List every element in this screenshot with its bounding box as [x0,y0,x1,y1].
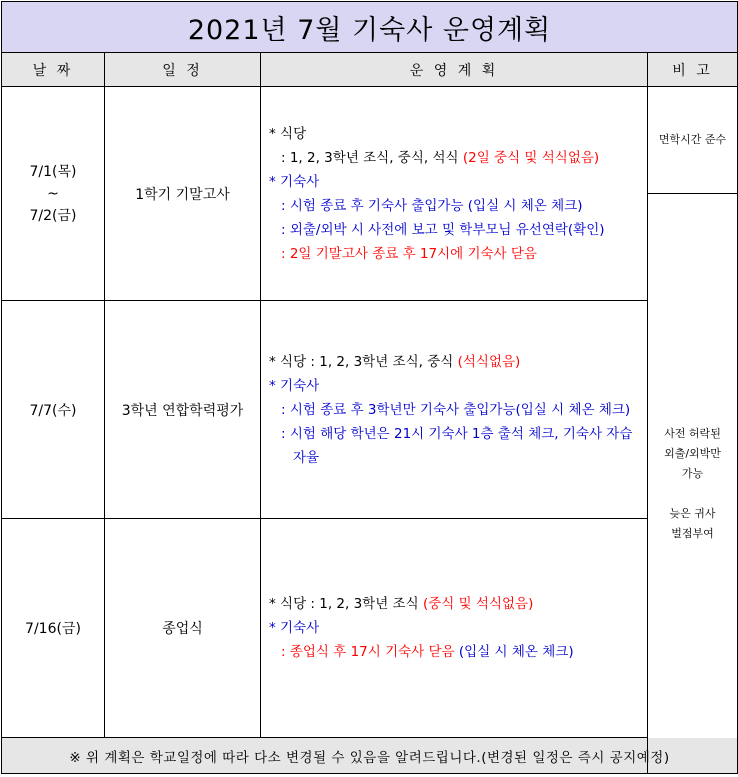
plan-text: * 기숙사 [269,377,320,394]
row1-date-end: 7/2(금) [29,207,77,224]
row2-plan [261,301,648,519]
row1-date-start: 7/1(목) [29,163,77,180]
row2-date: 7/7(수) [2,301,105,519]
plan-text: : 1, 2, 3학년 조식, 중식, 석식 [281,149,463,166]
plan-line [269,242,641,266]
row1-plan [261,87,648,301]
plan-line [269,592,641,616]
note-line: 늦은 귀사 [669,506,716,520]
plan-text: * 기숙사 [269,173,320,190]
note-study-time: 면학시간 준수 [648,87,738,194]
plan-line [269,616,641,640]
plan-line [269,146,641,170]
plan-text: (2일 중식 및 석식없음) [462,149,600,166]
plan-line [269,170,641,194]
plan-text: : 외출/외박 시 사전에 보고 및 학부모님 유선연락(확인) [281,221,605,238]
plan-line [269,194,641,218]
header-note: 비 고 [648,53,738,87]
plan-text: : 2일 기말고사 종료 후 17시에 기숙사 닫음 [281,245,537,262]
row3-event: 종업식 [105,519,261,738]
row1-event: 1학기 기말고사 [105,87,261,301]
plan-line [269,640,641,664]
plan-text: (석식없음) [457,353,521,370]
header-plan: 운 영 계 획 [261,53,648,87]
row3-plan [261,519,648,738]
dorm-plan-table [1,1,738,774]
row2-event: 3학년 연합학력평가 [105,301,261,519]
plan-text: : 종업식 후 17시 기숙사 닫음 [281,644,459,660]
row1-date-tilde: ~ [47,185,59,202]
note-line: 벌점부여 [671,526,714,540]
plan-line [269,398,641,422]
plan-text: : 시험 종료 후 기숙사 출입가능 (입실 시 체온 체크) [281,197,583,214]
plan-text: * 식당 [269,125,307,142]
note-line: 가능 [681,466,704,480]
plan-line [269,374,641,398]
plan-text: * 기숙사 [269,620,320,636]
row1-date [2,87,105,301]
plan-text: * 식당 : 1, 2, 3학년 조식, 중식 [269,353,458,370]
row3-date: 7/16(금) [2,519,105,738]
plan-line [269,122,641,146]
note-line: 외출/외박만 [664,446,721,460]
header-date: 날 짜 [2,53,105,87]
note-line [648,484,737,504]
plan-text: : 시험 해당 학년은 21시 기숙사 1층 출석 체크, 기숙사 자습 자율 [281,425,633,466]
plan-line [269,218,641,242]
plan-text: : 시험 종료 후 3학년만 기숙사 출입가능(입실 시 체온 체크) [281,401,631,418]
footer-notice: ※ 위 계획은 학교일정에 따라 다소 변경될 수 있음을 알려드립니다.(변경된 일정은 즉시 공지예정) [2,738,738,774]
plan-text: * 식당 : 1, 2, 3학년 조식 [269,596,423,612]
plan-line [269,422,641,470]
header-event: 일 정 [105,53,261,87]
plan-line [269,350,641,374]
page-title: 2021년 7월 기숙사 운영계획 [2,2,738,53]
plan-text: (입실 시 체온 체크) [458,644,574,660]
plan-text: (중식 및 석식없음) [422,596,534,612]
note-outing [648,194,738,774]
note-line: 사전 허락된 [664,426,721,440]
